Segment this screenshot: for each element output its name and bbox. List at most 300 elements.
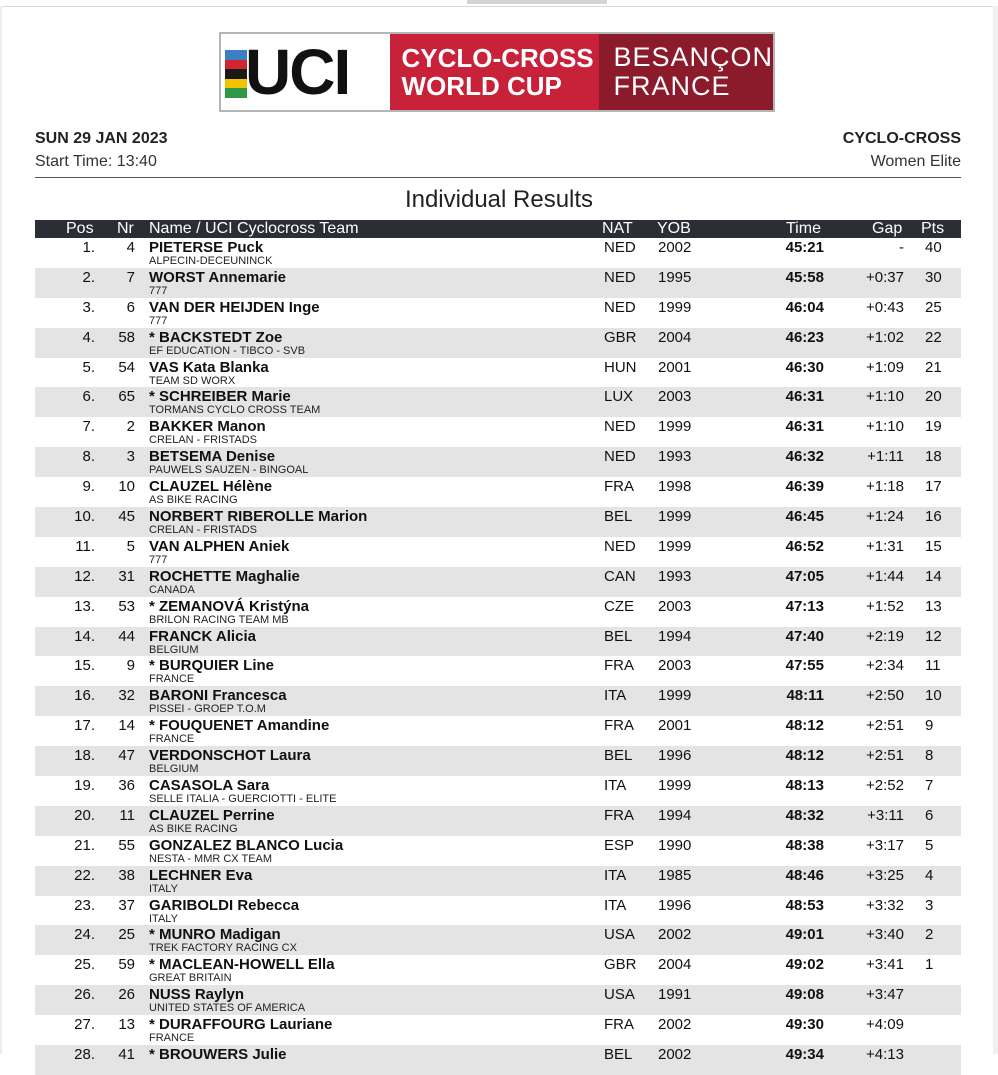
cell-pos: 7. (82, 418, 95, 436)
cell-yob: 1999 (658, 298, 692, 316)
cell-time: 48:32 (785, 806, 824, 824)
cell-time: 48:13 (785, 777, 824, 795)
table-row (35, 985, 961, 1015)
cell-pts: 8 (925, 747, 934, 765)
cell-time: 49:30 (785, 1016, 824, 1034)
cell-rider-name: BARONI Francesca (149, 687, 287, 705)
cell-nr: 45 (118, 508, 135, 526)
cell-team: CRELAN - FRISTADS (149, 434, 257, 447)
cell-time: 46:45 (785, 508, 824, 526)
cell-rider-name: GONZALEZ BLANCO Lucia (149, 836, 344, 854)
cell-rider-name: * MACLEAN-HOWELL Ella (149, 956, 335, 974)
cell-pts: 18 (925, 448, 942, 466)
cell-gap: +2:19 (866, 627, 904, 645)
cell-pos: 17. (74, 717, 95, 735)
table-row (35, 567, 961, 597)
cell-team: BELGIUM (149, 643, 199, 656)
cell-yob: 1999 (658, 418, 692, 436)
cell-yob: 2001 (658, 717, 692, 735)
start-time: Start Time: 13:40 (35, 153, 157, 170)
cell-nr: 4 (126, 239, 135, 256)
cell-time: 49:02 (785, 956, 824, 974)
cell-time: 49:08 (785, 986, 824, 1004)
cell-nr: 7 (126, 268, 135, 286)
cell-pos: 16. (74, 687, 95, 705)
table-row (35, 328, 961, 358)
cell-pos: 21. (74, 836, 95, 854)
cell-pts: 16 (925, 508, 942, 526)
cell-nat: ITA (604, 896, 627, 914)
cell-nat: FRA (604, 478, 634, 496)
table-row (35, 836, 961, 866)
cell-yob: 2003 (658, 597, 692, 615)
venue-label (599, 34, 773, 110)
cell-nat: NED (604, 418, 636, 436)
cell-nr: 58 (118, 328, 135, 346)
cell-time: 45:21 (785, 239, 824, 256)
cell-pts: 4 (925, 866, 934, 884)
cell-nat: BEL (604, 508, 633, 526)
cell-team: 777 (149, 553, 168, 566)
cell-gap: +1:24 (866, 508, 904, 526)
cell-pos: 3. (82, 298, 95, 316)
table-body (35, 238, 961, 1075)
cell-gap: +1:10 (866, 418, 904, 436)
cell-nat: BEL (604, 747, 633, 765)
cell-pos: 20. (74, 806, 95, 824)
cell-nat: GBR (604, 328, 637, 346)
cell-yob: 2004 (658, 956, 692, 974)
cell-team: ALPECIN-DECEUNINCK (149, 255, 273, 267)
table-row (35, 1045, 961, 1075)
cell-rider-name: VAN DER HEIJDEN Inge (149, 298, 320, 316)
cell-rider-name: PIETERSE Puck (149, 239, 264, 256)
cell-time: 46:31 (785, 388, 824, 406)
table-row (35, 387, 961, 417)
table-row (35, 537, 961, 567)
cell-nr: 14 (118, 717, 135, 735)
cell-team: TREK FACTORY RACING CX (149, 942, 297, 955)
cell-yob: 1999 (658, 508, 692, 526)
cell-nat: HUN (604, 358, 637, 376)
uci-wordmark: UCI (245, 36, 350, 108)
table-row (35, 1015, 961, 1045)
cell-gap: +4:13 (866, 1046, 904, 1064)
cell-gap: +1:10 (866, 388, 904, 406)
cell-yob: 1985 (658, 866, 692, 884)
logo-line-2: WORLD CUP (401, 71, 562, 101)
cell-team: FRANCE (149, 1032, 195, 1045)
cell-team: AS BIKE RACING (149, 822, 238, 835)
table-row (35, 746, 961, 776)
event-logo (219, 32, 775, 112)
cell-pts: 12 (925, 627, 942, 645)
cell-pos: 12. (74, 567, 95, 585)
cell-nr: 13 (118, 1016, 135, 1034)
table-row (35, 507, 961, 537)
table-row (35, 716, 961, 746)
cell-pts: 7 (925, 777, 934, 795)
cell-team: TEAM SD WORX (149, 374, 236, 387)
cell-nat: GBR (604, 956, 637, 974)
table-row (35, 358, 961, 388)
cell-time: 49:01 (785, 926, 824, 944)
cell-gap: +0:43 (866, 298, 904, 316)
cell-team: 777 (149, 314, 168, 327)
table-row (35, 866, 961, 896)
cell-time: 47:05 (785, 567, 824, 585)
cell-pos: 27. (74, 1016, 95, 1034)
table-row (35, 268, 961, 298)
cell-time: 47:13 (785, 597, 824, 615)
col-name: Name / UCI Cyclocross Team (149, 220, 359, 237)
cell-nr: 32 (118, 687, 135, 705)
cell-gap: +0:37 (866, 268, 904, 286)
uci-logo (221, 34, 390, 110)
table-row (35, 477, 961, 507)
cell-yob: 2001 (658, 358, 692, 376)
cell-pts: 14 (925, 567, 942, 585)
cell-yob: 1990 (658, 836, 692, 854)
cell-pts: 5 (925, 836, 934, 854)
cell-yob: 1994 (658, 627, 692, 645)
cell-nr: 41 (118, 1046, 135, 1064)
cell-nr: 2 (126, 418, 135, 436)
cell-team: 777 (149, 284, 168, 297)
cell-yob: 1996 (658, 747, 692, 765)
cell-nat: NED (604, 268, 636, 286)
cell-team: TORMANS CYCLO CROSS TEAM (149, 404, 321, 417)
cell-team: PAUWELS SAUZEN - BINGOAL (149, 464, 309, 477)
cell-time: 46:32 (785, 448, 824, 466)
cell-rider-name: WORST Annemarie (149, 268, 286, 286)
cell-nat: USA (604, 926, 635, 944)
col-nr: Nr (117, 220, 134, 237)
cell-yob: 1999 (658, 687, 692, 705)
cell-time: 48:12 (785, 717, 824, 735)
table-row (35, 597, 961, 627)
cell-nr: 37 (118, 896, 135, 914)
cell-time: 46:23 (785, 328, 824, 346)
cell-nat: BEL (604, 627, 633, 645)
cell-pts: 15 (925, 537, 942, 555)
cell-nat: FRA (604, 717, 634, 735)
cell-pts: 30 (925, 268, 942, 286)
cell-rider-name: * SCHREIBER Marie (149, 388, 291, 406)
cell-nr: 59 (118, 956, 135, 974)
cell-gap: +1:09 (866, 358, 904, 376)
cell-gap: +3:41 (866, 956, 904, 974)
table-row (35, 686, 961, 716)
cell-nr: 9 (126, 657, 135, 675)
cell-yob: 1998 (658, 478, 692, 496)
cell-pos: 24. (74, 926, 95, 944)
cell-nat: NED (604, 298, 636, 316)
logo-line-1: CYCLO-CROSS (401, 43, 594, 73)
table-header (35, 220, 961, 238)
table-row (35, 896, 961, 926)
cell-nat: ITA (604, 777, 627, 795)
table-row (35, 656, 961, 686)
cell-rider-name: BETSEMA Denise (149, 448, 276, 466)
cell-pts: 22 (925, 328, 942, 346)
cell-yob: 2002 (658, 1046, 692, 1064)
cell-pos: 26. (74, 986, 95, 1004)
cell-yob: 2003 (658, 657, 692, 675)
cell-yob: 1993 (658, 448, 692, 466)
cell-team: FRANCE (149, 673, 195, 686)
cell-nat: LUX (604, 388, 634, 406)
cell-time: 47:40 (785, 627, 824, 645)
cell-nr: 6 (126, 298, 135, 316)
world-cup-label (390, 34, 600, 110)
cell-nat: NED (604, 537, 636, 555)
cell-pts: 6 (925, 806, 934, 824)
cell-rider-name: * ZEMANOVÁ Kristýna (149, 597, 310, 615)
cell-yob: 1993 (658, 567, 692, 585)
cell-gap: +3:11 (867, 806, 904, 824)
cell-team: FRANCE (149, 733, 195, 746)
cell-pos: 22. (74, 866, 95, 884)
results-table (35, 220, 961, 1075)
cell-pts: 20 (925, 388, 942, 406)
cell-nat: ITA (604, 687, 627, 705)
cell-team: NESTA - MMR CX TEAM (149, 852, 273, 865)
cell-pos: 25. (74, 956, 95, 974)
cell-yob: 1999 (658, 537, 692, 555)
category: Women Elite (870, 153, 961, 170)
cell-time: 48:12 (785, 747, 824, 765)
cell-yob: 2002 (658, 1016, 692, 1034)
cell-gap: +3:25 (866, 866, 904, 884)
cell-time: 48:53 (785, 896, 824, 914)
cell-gap: +2:52 (866, 777, 904, 795)
cell-nat: FRA (604, 657, 634, 675)
cell-yob: 1995 (658, 268, 692, 286)
cell-rider-name: VAN ALPHEN Aniek (149, 537, 290, 555)
cell-nat: FRA (604, 1016, 634, 1034)
cell-team: PISSEI - GROEP T.O.M (149, 703, 266, 716)
cell-yob: 2003 (658, 388, 692, 406)
cell-nr: 5 (126, 537, 135, 555)
cell-gap: +1:44 (866, 567, 904, 585)
logo-country: FRANCE (613, 71, 731, 101)
cell-pos: 23. (74, 896, 95, 914)
cell-nr: 65 (118, 388, 135, 406)
cell-pts: 25 (925, 298, 942, 316)
cell-rider-name: ROCHETTE Maghalie (149, 567, 300, 585)
cell-team: ITALY (149, 912, 178, 925)
cell-nr: 10 (118, 478, 135, 496)
table-row (35, 806, 961, 836)
cell-nr: 26 (118, 986, 135, 1004)
cell-gap: +3:47 (866, 986, 904, 1004)
cell-nr: 54 (118, 358, 135, 376)
cell-pos: 6. (82, 388, 95, 406)
cell-team: AS BIKE RACING (149, 494, 238, 507)
cell-nat: CAN (604, 567, 636, 585)
cell-gap: +2:51 (866, 747, 904, 765)
cell-pos: 11. (75, 537, 95, 555)
cell-nat: FRA (604, 806, 634, 824)
cell-pts: 17 (925, 478, 942, 496)
cell-nat: CZE (604, 597, 634, 615)
cell-pos: 28. (74, 1046, 95, 1064)
discipline: CYCLO-CROSS (842, 130, 961, 147)
table-row (35, 627, 961, 657)
cell-gap: +4:09 (866, 1016, 904, 1034)
table-row (35, 238, 961, 268)
table-row (35, 417, 961, 447)
cell-yob: 2002 (658, 239, 692, 256)
cell-rider-name: VERDONSCHOT Laura (149, 747, 311, 765)
col-time: Time (786, 220, 821, 237)
cell-gap: +1:31 (866, 537, 904, 555)
cell-rider-name: CLAUZEL Hélène (149, 478, 273, 496)
cell-gap: +3:40 (866, 926, 904, 944)
cell-gap: +3:17 (866, 836, 904, 854)
cell-team: GREAT BRITAIN (149, 972, 232, 985)
page-right-edge (993, 6, 998, 1054)
header-divider (35, 177, 961, 178)
rainbow-stripes-icon (225, 50, 247, 98)
cell-time: 48:11 (786, 687, 824, 705)
page-left-edge (0, 6, 2, 1054)
cell-yob: 1999 (658, 777, 692, 795)
cell-gap: +1:18 (866, 478, 904, 496)
cell-pos: 10. (74, 508, 95, 526)
cell-time: 46:04 (785, 298, 824, 316)
cell-pts: 9 (925, 717, 934, 735)
col-nat: NAT (602, 220, 633, 237)
cell-nr: 55 (118, 836, 135, 854)
cell-pts: 2 (925, 926, 934, 944)
cell-time: 46:31 (785, 418, 824, 436)
cell-gap: +2:50 (866, 687, 904, 705)
cell-nat: BEL (604, 1046, 633, 1064)
cell-nr: 38 (118, 866, 135, 884)
cell-team: SELLE ITALIA - GUERCIOTTI - ELITE (149, 793, 337, 806)
cell-yob: 1991 (658, 986, 692, 1004)
cell-pts: 10 (925, 687, 942, 705)
cell-pos: 9. (82, 478, 95, 496)
cell-pos: 15. (74, 657, 95, 675)
cell-rider-name: VAS Kata Blanka (149, 358, 269, 376)
cell-time: 46:30 (785, 358, 824, 376)
col-pts: Pts (921, 220, 945, 237)
cell-yob: 1994 (658, 806, 692, 824)
cell-pts: 40 (925, 239, 942, 256)
cell-gap: +1:11 (867, 448, 904, 466)
cell-nr: 25 (118, 926, 135, 944)
col-pos: Pos (66, 220, 94, 237)
cell-nr: 53 (118, 597, 135, 615)
cell-nr: 31 (118, 567, 135, 585)
race-date: SUN 29 JAN 2023 (35, 130, 168, 147)
logo-city: BESANÇON (613, 42, 773, 72)
cell-team: EF EDUCATION - TIBCO - SVB (149, 344, 306, 357)
cell-time: 45:58 (785, 268, 824, 286)
cell-pts: 13 (925, 597, 942, 615)
cell-nr: 47 (118, 747, 135, 765)
table-row (35, 955, 961, 985)
cell-team: BRILON RACING TEAM MB (149, 613, 289, 626)
cell-pts: 1 (925, 956, 934, 974)
cell-time: 48:38 (785, 836, 824, 854)
cell-gap: +1:02 (866, 328, 904, 346)
cell-yob: 1996 (658, 896, 692, 914)
col-yob: YOB (657, 220, 691, 237)
cell-rider-name: * MUNRO Madigan (149, 926, 281, 944)
cell-time: 49:34 (785, 1046, 824, 1064)
cell-gap: - (899, 239, 904, 256)
cell-team: ITALY (149, 882, 178, 895)
cell-pos: 13. (74, 597, 95, 615)
table-row (35, 776, 961, 806)
cell-rider-name: * BACKSTEDT Zoe (149, 328, 283, 346)
col-gap: Gap (872, 220, 903, 237)
cell-time: 48:46 (785, 866, 824, 884)
cell-rider-name: * BURQUIER Line (149, 657, 275, 675)
cell-rider-name: NUSS Raylyn (149, 986, 245, 1004)
cell-nat: ESP (604, 836, 635, 854)
cell-pos: 8. (82, 448, 95, 466)
cell-rider-name: * FOUQUENET Amandine (149, 717, 330, 735)
cell-yob: 2002 (658, 926, 692, 944)
cell-gap: +1:52 (866, 597, 904, 615)
cell-nr: 3 (126, 448, 135, 466)
cell-rider-name: CLAUZEL Perrine (149, 806, 275, 824)
cell-gap: +3:32 (866, 896, 904, 914)
cell-nr: 36 (118, 777, 135, 795)
cell-team: CRELAN - FRISTADS (149, 524, 257, 537)
cell-pos: 14. (74, 627, 95, 645)
cell-rider-name: * BROUWERS Julie (149, 1046, 287, 1064)
cell-rider-name: LECHNER Eva (149, 866, 253, 884)
cell-pos: 5. (82, 358, 95, 376)
cell-time: 47:55 (785, 657, 824, 675)
cell-nr: 11 (119, 806, 135, 824)
cell-team: BELGIUM (149, 763, 199, 776)
cell-gap: +2:51 (866, 717, 904, 735)
cell-pos: 2. (82, 268, 95, 286)
cell-rider-name: CASASOLA Sara (149, 777, 270, 795)
cell-rider-name: FRANCK Alicia (149, 627, 256, 645)
cell-rider-name: * DURAFFOURG Lauriane (149, 1016, 333, 1034)
cell-team: UNITED STATES OF AMERICA (149, 1002, 306, 1015)
cell-pos: 1. (82, 239, 95, 256)
cell-rider-name: BAKKER Manon (149, 418, 266, 436)
cell-nat: USA (604, 986, 635, 1004)
cell-time: 46:39 (785, 478, 824, 496)
cell-nr: 44 (118, 627, 135, 645)
cell-rider-name: NORBERT RIBEROLLE Marion (149, 508, 368, 526)
cell-pts: 19 (925, 418, 942, 436)
cell-rider-name: GARIBOLDI Rebecca (149, 896, 300, 914)
cell-pos: 19. (74, 777, 95, 795)
cell-nat: NED (604, 448, 636, 466)
viewer-scroll-tab[interactable] (467, 0, 607, 4)
cell-team: CANADA (149, 583, 195, 596)
cell-pts: 3 (925, 896, 934, 914)
cell-pts: 11 (925, 657, 941, 675)
cell-pos: 4. (82, 328, 95, 346)
cell-yob: 2004 (658, 328, 692, 346)
table-row (35, 298, 961, 328)
cell-time: 46:52 (785, 537, 824, 555)
cell-pos: 18. (74, 747, 95, 765)
table-row (35, 447, 961, 477)
